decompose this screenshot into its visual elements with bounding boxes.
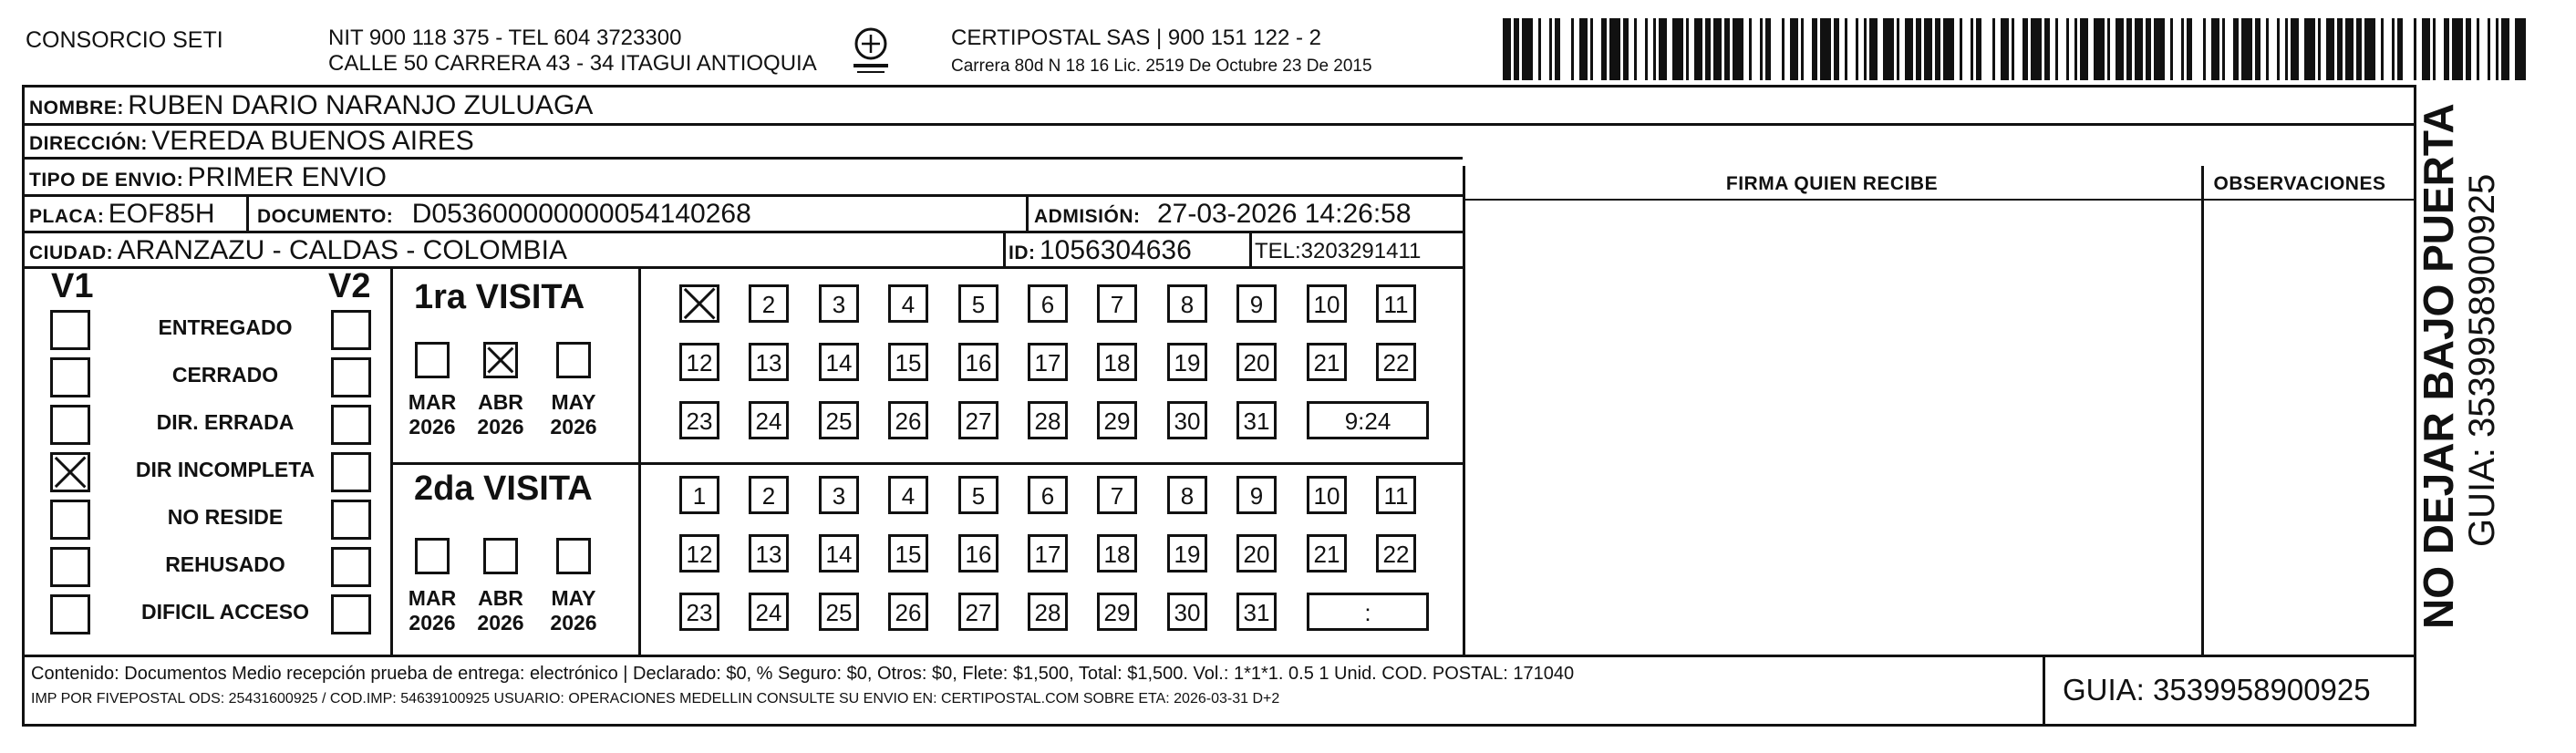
- barcode-bar: [1943, 18, 1954, 80]
- row-divider: [1463, 199, 2416, 201]
- col-divider: [1026, 194, 1029, 231]
- barcode-bar: [1733, 18, 1743, 80]
- status-v2-checkbox[interactable]: [331, 594, 371, 634]
- day-box[interactable]: 7: [1097, 476, 1137, 514]
- day-box[interactable]: 26: [888, 593, 928, 631]
- barcode-bar: [2501, 18, 2509, 80]
- barcode-bar: [2241, 18, 2252, 80]
- barcode-bar: [2031, 18, 2042, 80]
- day-box[interactable]: 25: [819, 401, 859, 439]
- day-box[interactable]: 31: [1236, 401, 1277, 439]
- barcode-bar: [2225, 18, 2233, 80]
- admision-cell: [1034, 199, 1412, 230]
- v2-label: V2: [328, 267, 371, 305]
- company-address: CALLE 50 CARRERA 43 - 34 ITAGUI ANTIOQUIA: [328, 51, 817, 76]
- col-divider: [1249, 231, 1252, 266]
- barcode-bar: [2014, 18, 2023, 80]
- month-checkbox[interactable]: [556, 342, 591, 378]
- barcode-bar: [1659, 18, 1667, 80]
- day-box[interactable]: 17: [1028, 534, 1068, 572]
- day-box[interactable]: 19: [1167, 534, 1207, 572]
- month-year: 2026: [550, 611, 597, 634]
- day-box[interactable]: 22: [1376, 534, 1416, 572]
- col-divider: [246, 194, 249, 231]
- status-v1-checkbox[interactable]: [50, 500, 90, 540]
- barcode-bar: [2001, 18, 2009, 80]
- barcode-bar: [1609, 18, 1620, 80]
- day-box[interactable]: 29: [1097, 593, 1137, 631]
- barcode-bar: [1905, 18, 1913, 80]
- footer-contenido: Contenido: Documentos Medio recepción prueba de entrega: electrónico | Declarado: $0, % Seguro: $0, Otros: $0, Flete: $1,500, Total: $1,500. Vol.: 1*1*1. 0.5 1 Unid. COD. POSTAL: 171040: [31, 664, 1575, 684]
- barcode-bar: [1672, 18, 1683, 80]
- status-v1-checkbox[interactable]: [50, 452, 90, 492]
- tipo-label: TIPO DE ENVIO:: [29, 170, 184, 191]
- day-box[interactable]: 21: [1307, 534, 1347, 572]
- status-option-label: REHUSADO: [165, 552, 285, 576]
- month-label: [469, 586, 533, 635]
- month-label: [400, 390, 464, 439]
- day-box[interactable]: [679, 284, 719, 323]
- status-v2-checkbox[interactable]: [331, 547, 371, 587]
- day-box[interactable]: 25: [819, 593, 859, 631]
- month-label: [542, 390, 605, 439]
- admision-label: ADMISIÓN:: [1034, 206, 1141, 227]
- barcode-bar: [2211, 18, 2219, 80]
- day-box[interactable]: 2: [749, 476, 789, 514]
- day-box[interactable]: 23: [679, 401, 719, 439]
- day-box[interactable]: 4: [888, 476, 928, 514]
- day-box[interactable]: 27: [958, 593, 998, 631]
- day-box[interactable]: 30: [1167, 593, 1207, 631]
- barcode-bar: [1522, 18, 1533, 80]
- barcode-bar: [2192, 18, 2203, 80]
- col-divider: [2043, 655, 2045, 727]
- status-v2-checkbox[interactable]: [331, 357, 371, 397]
- side-text: [2415, 82, 2502, 629]
- barcode-bar: [1694, 18, 1702, 80]
- day-box[interactable]: 10: [1307, 284, 1347, 323]
- col-divider: [2201, 166, 2204, 655]
- ciudad-cell: [29, 235, 567, 266]
- barcode-bar: [2479, 18, 2488, 80]
- day-box[interactable]: 1: [679, 476, 719, 514]
- certipostal-logo: [848, 24, 894, 78]
- footer-guia: GUIA: 3539958900925: [2063, 673, 2371, 707]
- barcode-bar: [2135, 18, 2143, 80]
- status-v1-checkbox[interactable]: [50, 405, 90, 445]
- day-box[interactable]: 17: [1028, 343, 1068, 381]
- placa-cell: [29, 199, 215, 230]
- row-divider: [22, 266, 1463, 269]
- day-box[interactable]: 23: [679, 593, 719, 631]
- day-box[interactable]: 9: [1236, 476, 1277, 514]
- month-name: ABR: [478, 586, 523, 610]
- day-box[interactable]: 13: [749, 343, 789, 381]
- day-box[interactable]: 24: [749, 593, 789, 631]
- month-checkbox[interactable]: [415, 342, 450, 378]
- day-box[interactable]: 28: [1028, 593, 1068, 631]
- month-year: 2026: [550, 415, 597, 438]
- day-box[interactable]: 12: [679, 343, 719, 381]
- day-box[interactable]: 6: [1028, 284, 1068, 323]
- direccion-row: [29, 126, 474, 157]
- col-divider: [638, 266, 641, 655]
- barcode-bar: [1847, 18, 1856, 80]
- row-divider: [22, 231, 1463, 233]
- placa-label: PLACA:: [29, 206, 105, 227]
- month-name: MAY: [551, 390, 596, 414]
- barcode-bar: [2452, 18, 2463, 80]
- day-box[interactable]: 20: [1236, 343, 1277, 381]
- barcode-bar: [1541, 18, 1549, 80]
- time-box[interactable]: :: [1307, 593, 1429, 631]
- month-year: 2026: [409, 415, 456, 438]
- barcode-bar: [1883, 18, 1894, 80]
- side-warning: NO DEJAR BAJO PUERTA: [2415, 103, 2462, 629]
- day-box[interactable]: 20: [1236, 534, 1277, 572]
- barcode-bar: [1804, 18, 1812, 80]
- id-cell: [1009, 235, 1192, 266]
- admision-value: 27-03-2026 14:26:58: [1156, 199, 1412, 229]
- footer-imp: IMP POR FIVEPOSTAL ODS: 25431600925 / COD.IMP: 54639100925 USUARIO: OPERACIONES MEDELLIN CONSULTE SU ENVIO EN: CERTIPOSTAL.COM SOBRE ETA: 2026-03-31 D+2: [31, 691, 1280, 707]
- day-box[interactable]: 14: [819, 534, 859, 572]
- col-divider: [390, 266, 393, 655]
- v1-label: V1: [51, 267, 94, 305]
- company-nit: NIT 900 118 375 - TEL 604 3723300: [328, 26, 682, 50]
- barcode-bar: [2384, 18, 2392, 80]
- barcode-bar: [2154, 18, 2165, 80]
- barcode-bar: [2116, 18, 2124, 80]
- visit2-title: 2da VISITA: [414, 469, 593, 508]
- id-label: ID:: [1009, 242, 1036, 263]
- day-box[interactable]: 31: [1236, 593, 1277, 631]
- barcode-bar: [2080, 18, 2088, 80]
- day-box[interactable]: 21: [1307, 343, 1347, 381]
- barcode-bar: [1560, 18, 1571, 80]
- placa-value: EOF85H: [108, 199, 215, 229]
- certipostal-logo-icon: [848, 24, 894, 78]
- direccion-label: DIRECCIÓN:: [29, 133, 148, 154]
- status-v1-checkbox[interactable]: [50, 547, 90, 587]
- tipo-value: PRIMER ENVIO: [187, 162, 388, 192]
- day-box[interactable]: 11: [1376, 284, 1416, 323]
- day-box[interactable]: 18: [1097, 343, 1137, 381]
- status-option-label: DIFICIL ACCESO: [140, 600, 309, 624]
- barcode-bar: [2326, 18, 2334, 80]
- day-box[interactable]: 3: [819, 476, 859, 514]
- day-box[interactable]: 26: [888, 401, 928, 439]
- day-box[interactable]: 6: [1028, 476, 1068, 514]
- day-box[interactable]: 28: [1028, 401, 1068, 439]
- visit1-title: 1ra VISITA: [414, 278, 585, 316]
- visit-divider: [390, 462, 1463, 465]
- month-checkbox[interactable]: [483, 538, 518, 574]
- month-year: 2026: [409, 611, 456, 634]
- company-name: CONSORCIO SETI: [26, 27, 223, 53]
- barcode-bar: [2094, 18, 2105, 80]
- barcode-bar: [2269, 18, 2277, 80]
- id-value: 1056304636: [1039, 235, 1192, 265]
- month-name: ABR: [478, 390, 523, 414]
- day-box[interactable]: 5: [958, 476, 998, 514]
- status-v2-checkbox[interactable]: [331, 500, 371, 540]
- observaciones-header: OBSERVACIONES: [2213, 173, 2386, 194]
- certipostal-info: CERTIPOSTAL SAS | 900 151 122 - 2: [951, 26, 1321, 50]
- nombre-label: NOMBRE:: [29, 98, 124, 119]
- barcode-bar: [1713, 18, 1722, 80]
- status-v1-checkbox[interactable]: [50, 594, 90, 634]
- barcode-bar: [1503, 18, 1511, 80]
- month-year: 2026: [477, 415, 524, 438]
- day-box[interactable]: 11: [1376, 476, 1416, 514]
- day-box[interactable]: 15: [888, 343, 928, 381]
- status-option-label: NO RESIDE: [167, 505, 284, 529]
- col-divider: [1003, 231, 1006, 266]
- status-option-label: ENTREGADO: [158, 315, 293, 339]
- ciudad-value: ARANZAZU - CALDAS - COLOMBIA: [117, 235, 568, 265]
- tel-cell: TEL:3203291411: [1255, 239, 1422, 263]
- day-box[interactable]: 14: [819, 343, 859, 381]
- day-box[interactable]: 19: [1167, 343, 1207, 381]
- documento-cell: [257, 199, 751, 230]
- tipo-row: [29, 162, 387, 193]
- barcode-bar: [2291, 18, 2299, 80]
- firma-header: FIRMA QUIEN RECIBE: [1725, 173, 1939, 194]
- barcode-bar: [1820, 18, 1831, 80]
- barcode-bar: [1924, 18, 1932, 80]
- barcode-bar: [1981, 18, 1992, 80]
- month-label: [542, 586, 605, 635]
- month-name: MAR: [408, 390, 457, 414]
- status-v2-checkbox[interactable]: [331, 452, 371, 492]
- day-box[interactable]: 5: [958, 284, 998, 323]
- barcode-bar: [1593, 18, 1601, 80]
- row-divider: [22, 157, 1463, 160]
- month-checkbox[interactable]: [415, 538, 450, 574]
- barcode-bar: [2436, 18, 2444, 80]
- status-option-label: DIR INCOMPLETA: [135, 458, 316, 481]
- month-checkbox[interactable]: [483, 342, 518, 378]
- status-option-label: CERRADO: [171, 363, 279, 387]
- barcode-bar: [1579, 18, 1588, 80]
- barcode-bar: [2422, 18, 2430, 80]
- month-name: MAR: [408, 586, 457, 610]
- barcode: [1503, 18, 2529, 80]
- day-box[interactable]: 4: [888, 284, 928, 323]
- status-v1-checkbox[interactable]: [50, 310, 90, 350]
- documento-label: DOCUMENTO:: [257, 206, 394, 227]
- col-divider: [1463, 166, 1465, 655]
- month-label: [469, 390, 533, 439]
- barcode-bar: [2403, 18, 2414, 80]
- status-v2-checkbox[interactable]: [331, 310, 371, 350]
- day-box[interactable]: 10: [1307, 476, 1347, 514]
- day-box[interactable]: 27: [958, 401, 998, 439]
- status-v2-checkbox[interactable]: [331, 405, 371, 445]
- ciudad-label: CIUDAD:: [29, 242, 114, 263]
- barcode-bar: [1637, 18, 1645, 80]
- month-name: MAY: [551, 586, 596, 610]
- row-divider: [22, 194, 1463, 197]
- barcode-bar: [2345, 18, 2354, 80]
- status-option-label: DIR. ERRADA: [156, 410, 295, 434]
- status-v1-checkbox[interactable]: [50, 357, 90, 397]
- barcode-bar: [1752, 18, 1760, 80]
- nombre-value: RUBEN DARIO NARANJO ZULUAGA: [128, 90, 594, 120]
- nombre-row: [29, 90, 593, 121]
- day-box[interactable]: 3: [819, 284, 859, 323]
- side-guia: GUIA: 3539958900925: [2462, 173, 2502, 547]
- certipostal-license: Carrera 80d N 18 16 Lic. 2519 De Octubre 23 De 2015: [951, 57, 1372, 76]
- day-box[interactable]: 29: [1097, 401, 1137, 439]
- documento-value: D053600000000054140268: [411, 199, 751, 229]
- day-box[interactable]: 24: [749, 401, 789, 439]
- time-box[interactable]: 9:24: [1307, 401, 1429, 439]
- day-box[interactable]: 15: [888, 534, 928, 572]
- month-label: [400, 586, 464, 635]
- day-box[interactable]: 16: [958, 343, 998, 381]
- day-box[interactable]: 12: [679, 534, 719, 572]
- day-box[interactable]: 18: [1097, 534, 1137, 572]
- barcode-bar: [2304, 18, 2315, 80]
- barcode-bar: [1771, 18, 1782, 80]
- day-box[interactable]: 13: [749, 534, 789, 572]
- day-box[interactable]: 8: [1167, 284, 1207, 323]
- barcode-bar: [2515, 18, 2526, 80]
- barcode-bar: [1790, 18, 1798, 80]
- barcode-bar: [1869, 18, 1878, 80]
- day-box[interactable]: 2: [749, 284, 789, 323]
- day-box[interactable]: 30: [1167, 401, 1207, 439]
- day-box[interactable]: 9: [1236, 284, 1277, 323]
- barcode-bar: [1962, 18, 1971, 80]
- day-box[interactable]: 22: [1376, 343, 1416, 381]
- barcode-bar: [2173, 18, 2181, 80]
- row-divider: [22, 655, 2416, 657]
- barcode-bar: [2058, 18, 2066, 80]
- day-box[interactable]: 16: [958, 534, 998, 572]
- day-box[interactable]: 7: [1097, 284, 1137, 323]
- month-year: 2026: [477, 611, 524, 634]
- month-checkbox[interactable]: [556, 538, 591, 574]
- day-box[interactable]: 8: [1167, 476, 1207, 514]
- direccion-value: VEREDA BUENOS AIRES: [151, 126, 474, 156]
- barcode-bar: [2364, 18, 2375, 80]
